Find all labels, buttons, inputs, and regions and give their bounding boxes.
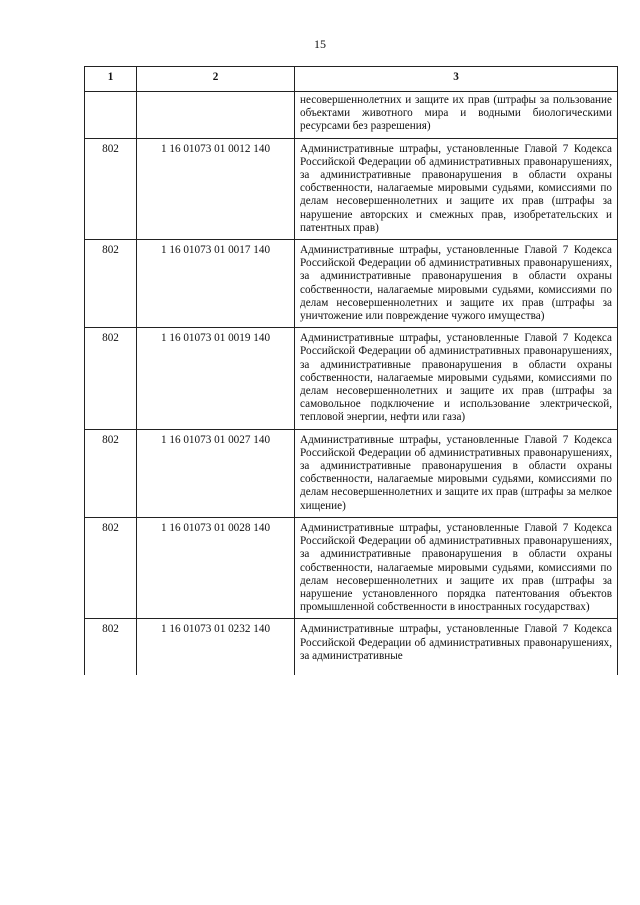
budget-code-cell: 1 16 01073 01 0028 140 [137,517,295,618]
admin-code-cell [85,92,137,139]
description-cell: Административные штрафы, установленные Главой 7 Кодекса Российской Федерации об административных правонарушениях, за административные правонарушения в области охраны собственности, налагаемые мировыми судьями, комиссиями по делам несовершеннолетних и защите их прав (штрафы за уничтожение или повреждение чужого имущества) [295,240,618,328]
table-row [85,138,618,239]
admin-code-cell: 802 [85,517,137,618]
description-cell: Административные штрафы, установленные Главой 7 Кодекса Российской Федерации об административных правонарушениях, за административные правонарушения в области охраны собственности, налагаемые мировыми судьями, комиссиями по делам несовершеннолетних и защите их прав (штрафы за самовольное подключение и использование электрической, тепловой энергии, нефти или газа) [295,328,618,429]
admin-code-cell: 802 [85,138,137,239]
page-number: 15 [314,37,326,51]
table-row [85,517,618,618]
budget-codes-table [84,66,618,675]
admin-code-cell: 802 [85,619,137,676]
admin-code-cell: 802 [85,328,137,429]
budget-code-cell: 1 16 01073 01 0232 140 [137,619,295,676]
column-header-2: 2 [137,67,295,92]
column-header-1: 1 [85,67,137,92]
budget-code-cell: 1 16 01073 01 0027 140 [137,429,295,517]
budget-code-cell: 1 16 01073 01 0019 140 [137,328,295,429]
description-cell: Административные штрафы, установленные Главой 7 Кодекса Российской Федерации об административных правонарушениях, за административные [295,619,618,676]
table-row [85,619,618,676]
table-header-row [85,67,618,92]
description-cell: Административные штрафы, установленные Главой 7 Кодекса Российской Федерации об административных правонарушениях, за административные правонарушения в области охраны собственности, налагаемые мировыми судьями, комиссиями по делам несовершеннолетних и защите их прав (штрафы за мелкое хищение) [295,429,618,517]
budget-code-cell [137,92,295,139]
budget-code-cell: 1 16 01073 01 0012 140 [137,138,295,239]
table-row-continued [85,92,618,139]
description-cell: Административные штрафы, установленные Главой 7 Кодекса Российской Федерации об административных правонарушениях, за административные правонарушения в области охраны собственности, налагаемые мировыми судьями, комиссиями по делам несовершеннолетних и защите их прав (штрафы за нарушение авторских и смежных прав, изобретательских и патентных прав) [295,138,618,239]
admin-code-cell: 802 [85,429,137,517]
table-row [85,240,618,328]
table-row [85,328,618,429]
budget-code-cell: 1 16 01073 01 0017 140 [137,240,295,328]
column-header-3: 3 [295,67,618,92]
description-cell: Административные штрафы, установленные Главой 7 Кодекса Российской Федерации об административных правонарушениях, за административные правонарушения в области охраны собственности, налагаемые мировыми судьями, комиссиями по делам несовершеннолетних и защите их прав (штрафы за нарушение установленного порядка патентования объектов промышленной собственности в иностранных государствах) [295,517,618,618]
description-cell: несовершеннолетних и защите их прав (штрафы за пользование объектами животного мира и водными биологическими ресурсами без разрешения) [295,92,618,139]
admin-code-cell: 802 [85,240,137,328]
table-row [85,429,618,517]
